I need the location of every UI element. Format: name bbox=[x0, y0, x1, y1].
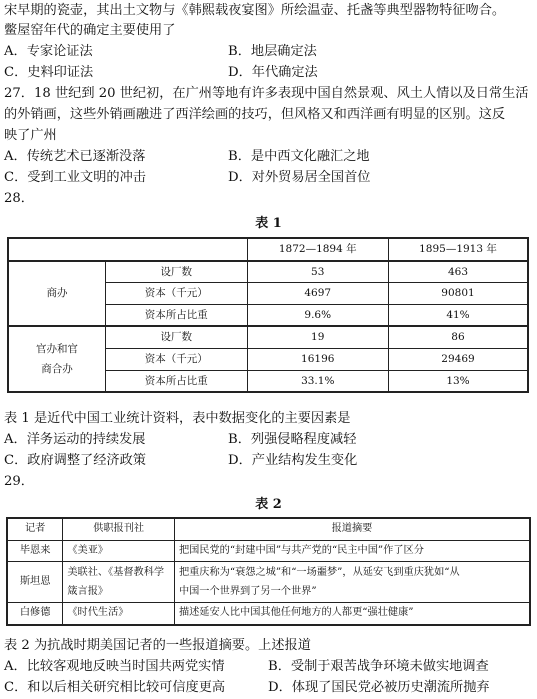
q29-option-a[interactable]: A．比较客观地反映当时国共两党实情 bbox=[4, 659, 225, 674]
table1-cell: 29469 bbox=[388, 348, 528, 370]
q27-option-a[interactable]: A．传统艺术已逐渐没落 bbox=[4, 149, 146, 164]
q28-option-a[interactable]: A．洋务运动的持续发展 bbox=[4, 432, 146, 447]
table1-group-official-line1: 官办和官 bbox=[36, 342, 79, 355]
q27-line2: 的外销画，这些外销画融进了西洋绘画的技巧，但风格又和西洋画有明显的区别。这反 bbox=[4, 107, 506, 122]
table1-period-2: 1895—1913 年 bbox=[388, 238, 528, 261]
q29-option-c[interactable]: C．和以后相关研究相比较可信度更高 bbox=[4, 680, 226, 695]
q26-line2: 鳖屋窑年代的确定主要使用了 bbox=[4, 23, 176, 38]
q29-option-b[interactable]: B．受制于艰苦战争环境未做实地调查 bbox=[268, 659, 489, 674]
q26-option-a[interactable]: A．专家论证法 bbox=[4, 44, 93, 59]
table1-period-1: 1872—1894 年 bbox=[247, 238, 388, 261]
table1-metric: 资本（千元） bbox=[106, 348, 247, 370]
table2 bbox=[6, 517, 531, 626]
q29-number: 29． bbox=[4, 474, 34, 489]
table1-metric: 资本（千元） bbox=[106, 283, 247, 305]
q26-option-b[interactable]: B．地层确定法 bbox=[228, 44, 317, 59]
table1-group-merchant: 商办 bbox=[8, 261, 106, 327]
q29-stem: 表 2 为抗战时期美国记者的一些报道摘要。上述报道 bbox=[4, 638, 311, 653]
table2-header-outlet: 供职报刊社 bbox=[63, 518, 175, 540]
q27-line1: 27．18 世纪到 20 世纪初，在广州等地有许多表现中国自然景观、风土人情以及日常生活 bbox=[4, 86, 529, 101]
table1-group-official-line2: 商合办 bbox=[41, 363, 73, 376]
q28-option-c[interactable]: C．政府调整了经济政策 bbox=[4, 453, 146, 468]
table2-title: 表 2 bbox=[255, 497, 282, 512]
table1-cell: 41% bbox=[388, 304, 528, 326]
q27-option-d[interactable]: D．对外贸易居全国首位 bbox=[228, 170, 371, 185]
q27-option-b[interactable]: B．是中西文化融汇之地 bbox=[228, 149, 370, 164]
table1-cell: 4697 bbox=[247, 283, 388, 305]
table-row bbox=[7, 603, 530, 625]
table1-cell: 86 bbox=[388, 326, 528, 348]
table2-summary-line1: 把重庆称为“衰怨之城”和“一场噩梦”，从延安飞到重庆犹如“从 bbox=[178, 567, 460, 579]
table-row bbox=[7, 562, 530, 603]
table1-header-blank bbox=[8, 238, 247, 261]
table1-cell: 16196 bbox=[247, 348, 388, 370]
table1-cell: 90801 bbox=[388, 283, 528, 305]
table1-cell: 19 bbox=[247, 326, 388, 348]
table1-cell: 463 bbox=[388, 261, 528, 283]
table2-summary-line2: 中国一个世界到了另一个世界” bbox=[178, 586, 317, 598]
table2-reporter: 毕恩来 bbox=[7, 540, 63, 562]
table-row bbox=[8, 326, 528, 348]
table2-outlet: 《美亚》 bbox=[63, 540, 175, 562]
table2-reporter: 斯坦恩 bbox=[7, 562, 63, 603]
q26-option-d[interactable]: D．年代确定法 bbox=[228, 65, 318, 80]
table2-header-reporter: 记者 bbox=[7, 518, 63, 540]
table1-metric: 设厂数 bbox=[106, 261, 247, 283]
table1-metric: 设厂数 bbox=[106, 326, 247, 348]
table2-outlet: 美联社、《基督教科学箴言报》 bbox=[63, 562, 175, 603]
q27-option-c[interactable]: C．受到工业文明的冲击 bbox=[4, 170, 146, 185]
q27-line3: 映了广州 bbox=[4, 128, 57, 143]
table2-summary: 把国民党的“封建中国”与共产党的“民主中国”作了区分 bbox=[174, 540, 530, 562]
q26-option-c[interactable]: C．史料印证法 bbox=[4, 65, 94, 80]
table1-cell: 9.6% bbox=[247, 304, 388, 326]
table2-outlet: 《时代生活》 bbox=[63, 603, 175, 625]
table-row bbox=[7, 540, 530, 562]
table2-reporter: 白修德 bbox=[7, 603, 63, 625]
table1-cell: 33.1% bbox=[247, 370, 388, 392]
table1-metric: 资本所占比重 bbox=[106, 304, 247, 326]
q28-stem: 表 1 是近代中国工业统计资料，表中数据变化的主要因素是 bbox=[4, 411, 351, 426]
table1-cell: 13% bbox=[388, 370, 528, 392]
table1 bbox=[7, 237, 529, 393]
q28-option-b[interactable]: B．列强侵略程度减轻 bbox=[228, 432, 357, 447]
table2-summary bbox=[174, 562, 530, 603]
table1-metric: 资本所占比重 bbox=[106, 370, 247, 392]
q29-option-d[interactable]: D．体现了国民党必被历史潮流所抛弃 bbox=[268, 680, 490, 695]
table1-title: 表 1 bbox=[255, 216, 282, 231]
table2-header-row bbox=[7, 518, 530, 540]
table1-header-row bbox=[8, 238, 528, 261]
q26-line1: 宋早期的瓷壶，其出土文物与《韩熙载夜宴图》所绘温壶、托盏等典型器物特征吻合。 bbox=[4, 3, 506, 18]
table1-group-official bbox=[8, 326, 106, 392]
table1-cell: 53 bbox=[247, 261, 388, 283]
table-row bbox=[8, 261, 528, 283]
q28-number: 28． bbox=[4, 191, 34, 206]
table2-header-summary: 报道摘要 bbox=[174, 518, 530, 540]
table2-summary: 描述延安人比中国其他任何地方的人都更“强壮健康” bbox=[174, 603, 530, 625]
q28-option-d[interactable]: D．产业结构发生变化 bbox=[228, 453, 358, 468]
